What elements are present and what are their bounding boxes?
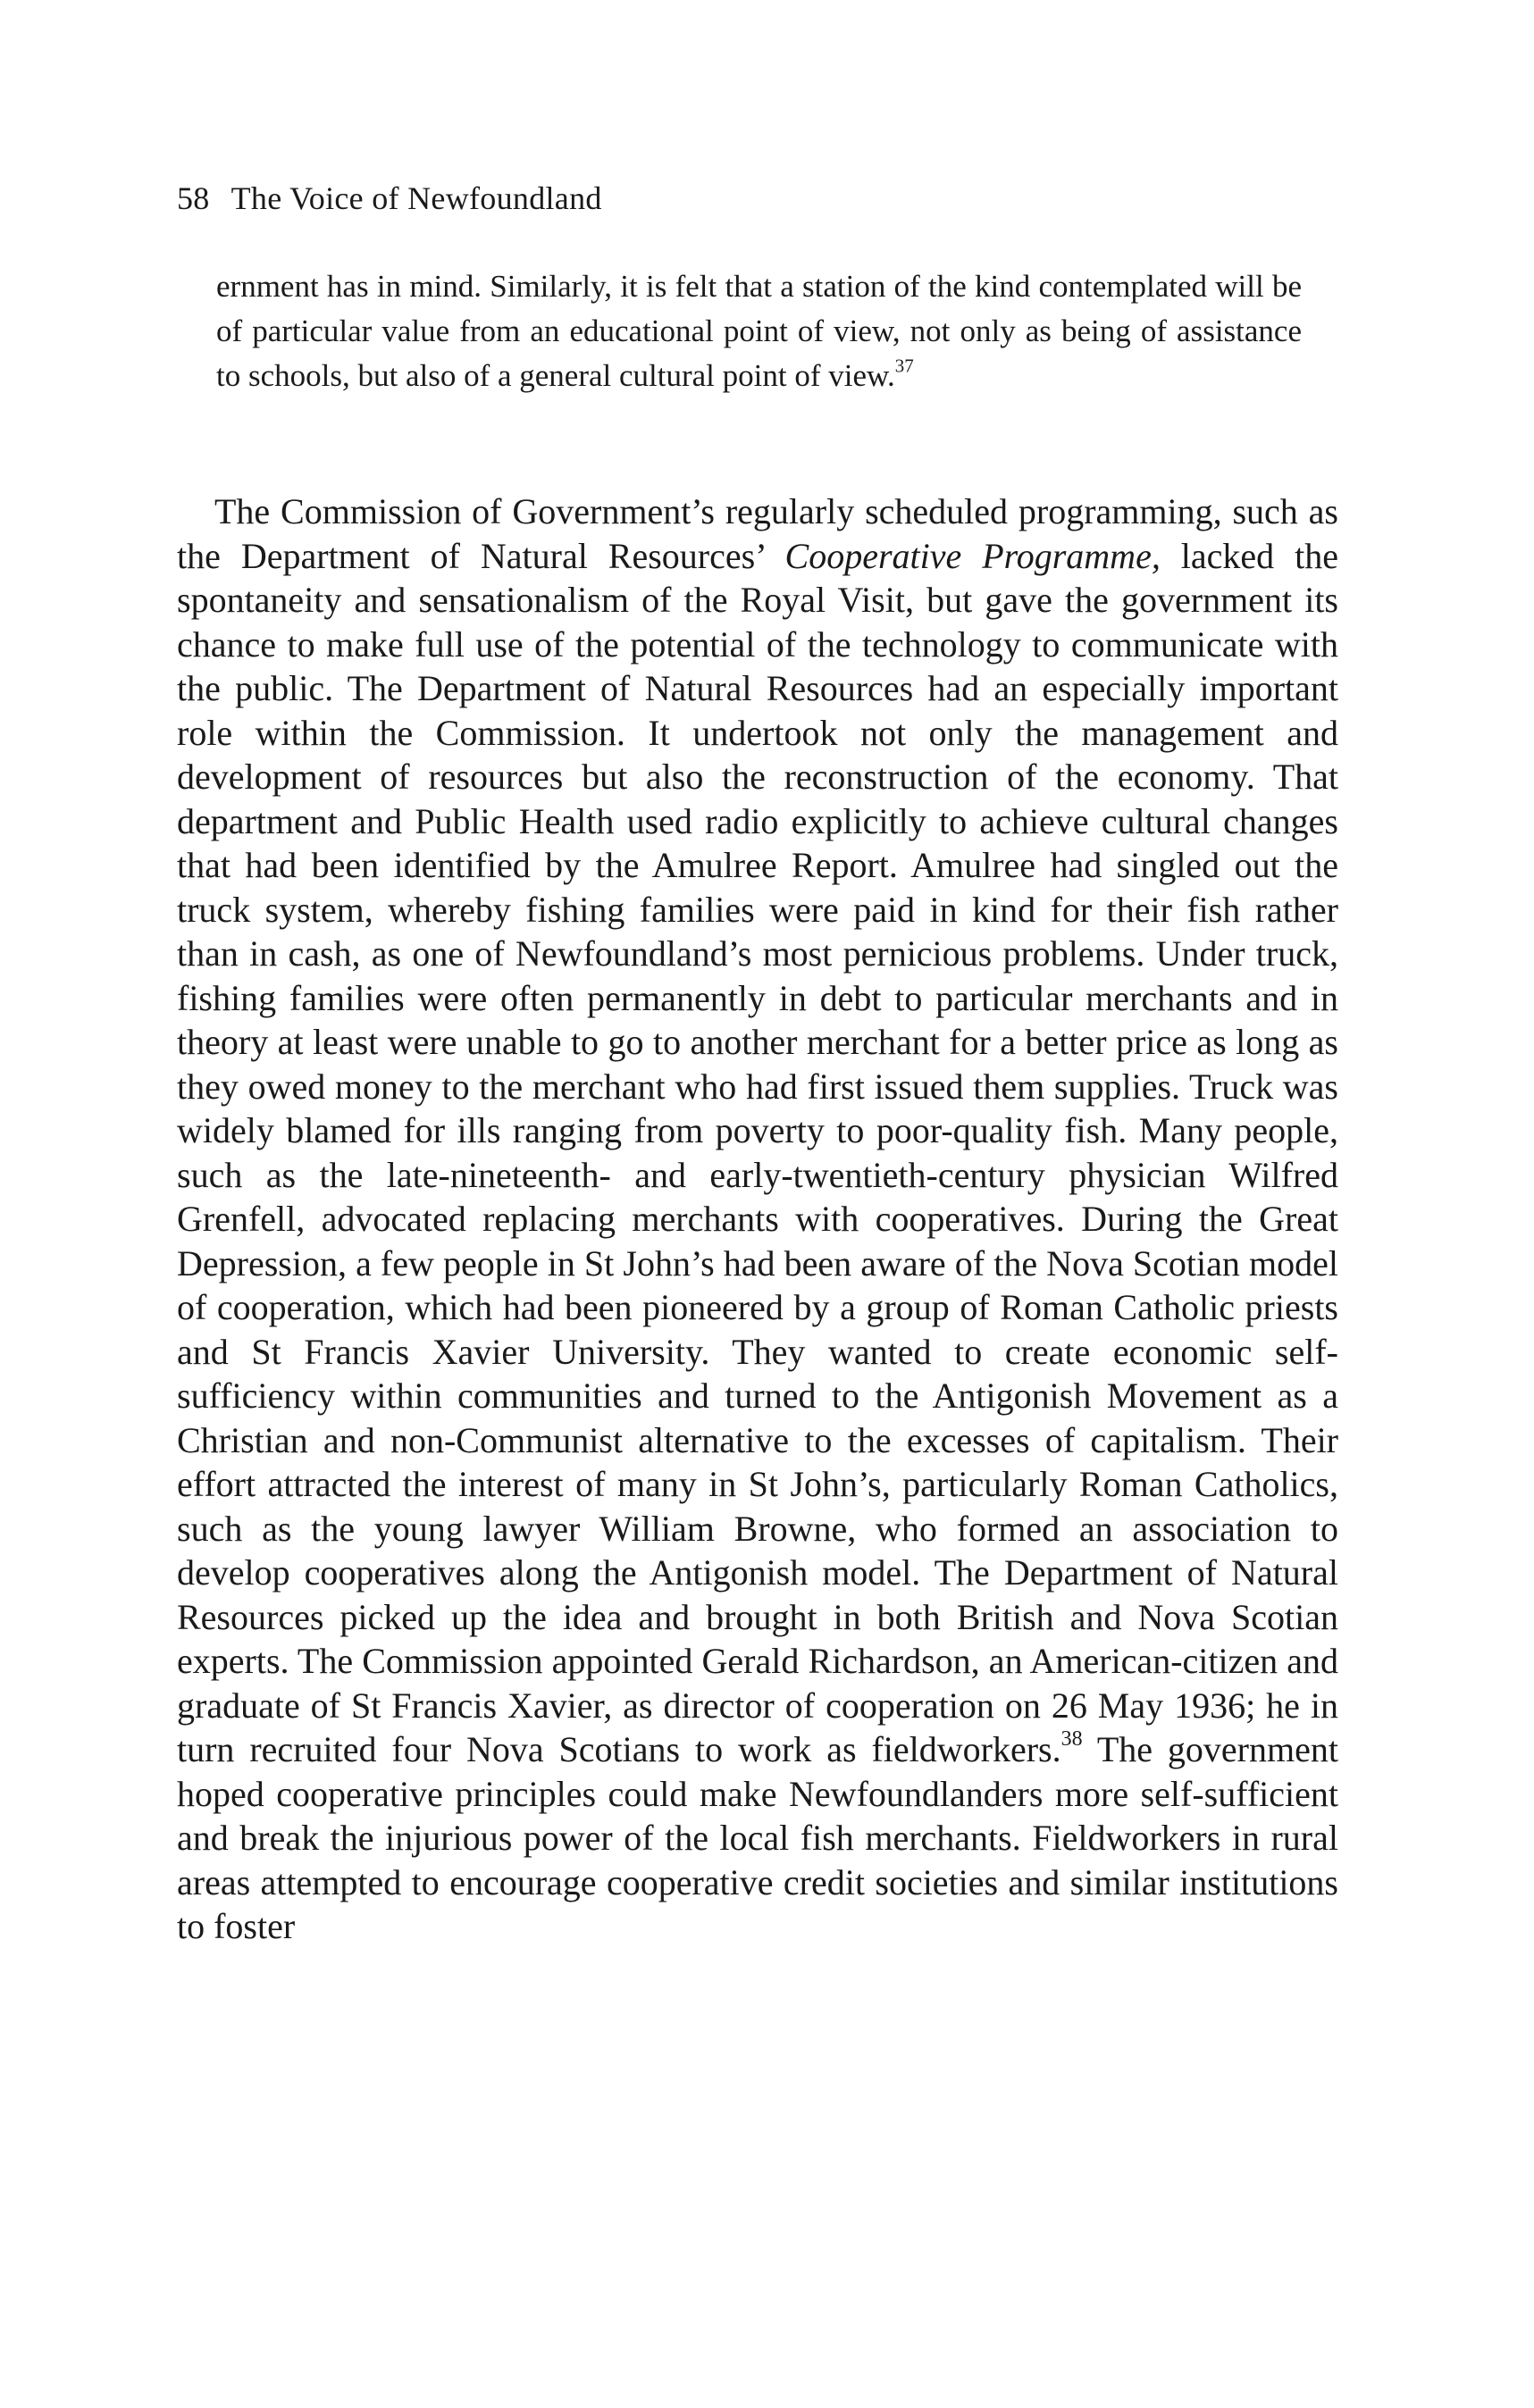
block-quote-text: ernment has in mind. Similarly, it is felt that a station of the kind contemplated will be of particular value from an educational point of view, not only as being of assistance to schools, but also of a general cultural point of view. bbox=[216, 269, 1302, 393]
program-title: Cooperative Programme, bbox=[784, 535, 1161, 576]
page-number: 58 bbox=[177, 180, 210, 216]
running-title: The Voice of Newfoundland bbox=[231, 180, 602, 216]
footnote-ref-37: 37 bbox=[894, 355, 914, 377]
body-paragraph bbox=[177, 489, 1338, 1949]
paragraph-text-part2: The government hoped cooperative principles could make Newfoundlanders more self-sufficient and break the injurious power of the local fish merchants. Fieldworkers in rural areas attempted to encourage cooperative credit societies and similar institutions to foster bbox=[177, 1729, 1338, 1946]
footnote-ref-38: 38 bbox=[1060, 1727, 1083, 1751]
running-header bbox=[177, 179, 602, 218]
paragraph-text-part1: lacked the spontaneity and sensationalism of the Royal Visit, but gave the government its chance to make full use of the potential of the technology to communicate with the public. The Department of Natural Resources had an especially important role within the Commission. It undertook not only the management and development of resources but also the reconstruction of the economy. That department and Public Health used radio explicitly to achieve cultural changes that had been identified by the Amulree Report. Amulree had singled out the truck system, whereby fishing families were paid in kind for their fish rather than in cash, as one of Newfoundland’s most pernicious problems. Under truck, fishing families were often permanently in debt to particular merchants and in theory at least were unable to go to another merchant for a better price as long as they owed money to the merchant who had first issued them supplies. Truck was widely blamed for ills ranging from poverty to poor-quality fish. Many people, such as the late-nineteenth- and early-twentieth-century physician Wilfred Grenfell, advocated replacing merchants with cooperatives. During the Great Depression, a few people in St John’s had been aware of the Nova Scotian model of cooperation, which had been pioneered by a group of Roman Catholic priests and St Francis Xavier University. They wanted to create economic self-sufficiency within communities and turned to the Antigonish Movement as a Christian and non-Communist alternative to the excesses of capitalism. Their effort attracted the interest of many in St John’s, particularly Roman Catholics, such as the young lawyer William Browne, who formed an association to develop cooperatives along the Antigonish model. The Department of Natural Resources picked up the idea and brought in both British and Nova Scotian experts. The Commission appointed Gerald Richardson, an American-citizen and graduate of St Francis Xavier, as director of cooperation on 26 May 1936; he in turn recruited four Nova Scotians to work as fieldworkers. bbox=[177, 535, 1338, 1769]
block-quote bbox=[216, 264, 1302, 398]
paragraph-intro: The Commission of Government’s regularly scheduled programming, such as the Department of Natural Resources’ bbox=[177, 491, 1338, 576]
